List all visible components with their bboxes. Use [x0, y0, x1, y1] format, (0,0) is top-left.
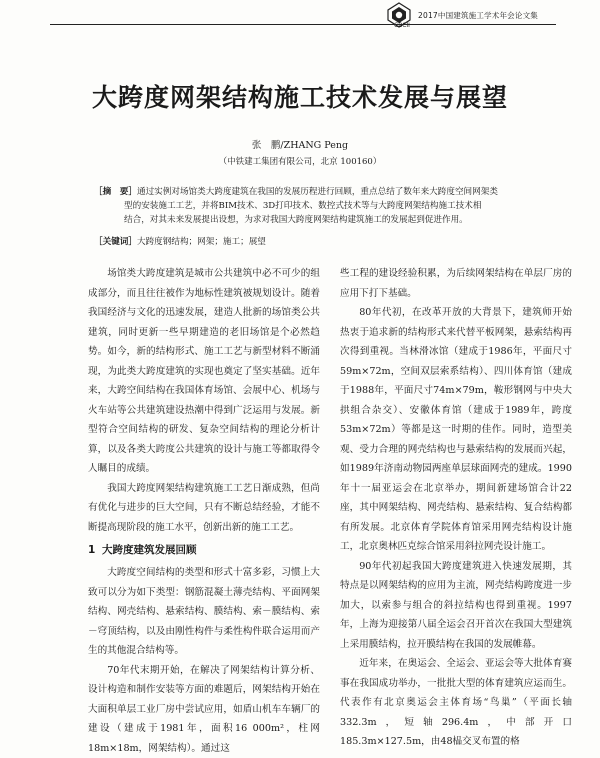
keywords-label: ［关键词］: [94, 237, 137, 247]
body-paragraph: 些工程的建设经验积累，为后续网架结构在单层厂房的应用下打下基础。: [340, 264, 572, 303]
abstract-block: [94, 186, 519, 227]
abstract-line: ［摘 要］通过实例对场馆类大跨度建筑在我国的发展历程进行回顾，重点总结了数年来大跨度空间网架类: [94, 186, 519, 200]
abstract-line: 结合，对其未来发展提出设想，为求对我国大跨度网架结构建筑施工的发展起到促进作用。: [94, 214, 519, 228]
abstract-line: 型的安装施工工艺，并将BIM技术、3D打印技术、数控式技术等与大跨度网架结构施工技术相: [94, 200, 519, 214]
paper-title: 大跨度网架结构施工技术发展与展望: [0, 78, 600, 114]
affiliation-line: （中铁建工集团有限公司，北京 100160）: [0, 155, 600, 167]
logo-text: CBCII: [394, 22, 410, 29]
body-paragraph: 80年代初，在改革开放的大背景下，建筑师开始热衷于追求新的结构形式来代替平板网架，悬索结构再次得到重视。当林滑冰馆（建成于1986年，平面尺寸59m×72m，空间双层索系结构）、四川体育馆（建成于1988年，平面尺寸74m×79m，鞍形钢网与中央大拱组合杂交）、安徽体育馆（建成于1989年，跨度53m×72m）等都是这一时期的佳作。同时，造型美观、受力合理的网壳结构也与悬索结构的发展而兴起，如1989年济南动物园两座单层球面网壳的建成。1990年十一届亚运会在北京举办，期间新建场馆合计22座，其中网架结构、网壳结构、悬索结构、复合结构都有所发展。北京体育学院体育馆采用网壳结构设计施工，北京奥林匹克综合馆采用斜拉网壳设计施工。: [340, 303, 572, 557]
header-rule: [50, 24, 556, 25]
keywords-text: 大跨度钢结构；网架；施工；展望: [137, 237, 266, 247]
body-paragraph: 大跨度空间结构的类型和形式十富多彩，习惯上大致可以分为如下类型：钢筋混凝土薄壳结构、平面网架结构、网壳结构、悬索结构、膜结构、索－膜结构、索－穹顶结构，以及由刚性构件与柔性构件联合运用而产生的其他混合结构等。: [88, 563, 320, 661]
body-paragraph: 90年代初起我国大跨度建筑进入快速发展期，其特点是以网架结构的应用为主流，网壳结构跨度进一步加大，以索参与组合的斜拉结构也得到重视。1997年，上海为迎接第八届全运会召开首次在我国大型建筑上采用膜结构，拉开膜结构在我国的发展帷幕。: [340, 557, 572, 655]
section-title: 大跨度建筑发展回顾: [102, 544, 197, 556]
body-paragraph: 近年来，在奥运会、全运会、亚运会等大批体育赛事在我国成功举办，一批批大型的体育建筑应运而生。代表作有北京奥运会主体育场“鸟巢”（平面长轴332.3m，短轴296.4m，中部开口185.3m×127.5m，由48榀交叉布置的格: [340, 654, 572, 752]
keywords-line: [94, 235, 266, 247]
body-paragraph: 70年代末期开始，在解决了网架结构计算分析、设计构造和制作安装等方面的难题后，网架结构开始在大面积单层工业厂房中尝试应用，如盾山机车车辆厂的建设（建成于1981年，面积16 000m²，柱网18m×18m，网架结构）。通过这: [88, 661, 320, 758]
author-line: 张 鹏/ZHANG Peng: [0, 137, 600, 151]
body-paragraph: 我国大跨度网架结构建筑施工工艺日渐成熟，但尚有优化与进步的巨大空间，只有不断总结经验，才能不断提高现阶段的施工水平，创新出新的施工工艺。: [88, 479, 320, 538]
body-paragraph: 场馆类大跨度建筑是城市公共建筑中必不可少的组成部分，而且往往被作为地标性建筑被规划设计。随着我国经济与文化的迅速发展，建造人批新的场馆类公共建筑，同时更新一些早期建造的老旧场馆是个必然趋势。如今，新的结构形式、施工工艺与新型材料不断涌现，为此类大跨度建筑的实现也奠定了坚实基础。近年来，大跨空间结构在我国体育场馆、会展中心、机场与火车站等公共建筑建设热潮中得到广泛运用与发展。新型符合空间结构的研发、复杂空间结构的理论分析计算，以及各类大跨度公共建筑的设计与施工等都取得令人瞩目的成绩。: [88, 264, 320, 479]
running-header: [0, 0, 600, 30]
left-column: [88, 264, 320, 758]
section-heading: [88, 541, 320, 559]
right-column: [340, 264, 572, 752]
journal-name: 2017中国建筑施工学术年会论文集: [418, 10, 538, 21]
section-number: 1: [88, 541, 102, 559]
abstract-label: ［摘 要］: [94, 187, 137, 197]
